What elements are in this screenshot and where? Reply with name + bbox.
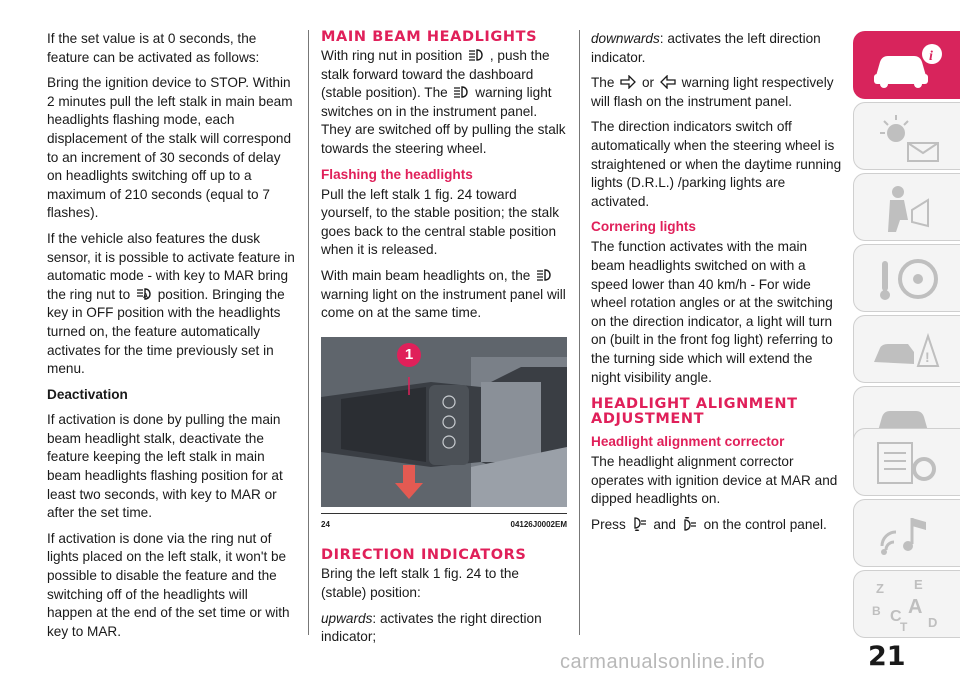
tab-airbag-seat[interactable] xyxy=(853,173,960,241)
warning-lights-icon xyxy=(868,109,948,165)
airbag-seat-icon xyxy=(868,180,948,236)
cornering-heading: Cornering lights xyxy=(591,219,696,235)
paragraph-text: With ring nut in position xyxy=(321,48,463,63)
emphasis: upwards xyxy=(321,610,373,626)
paragraph: The function activates with the main beam headlights switched on with a speed lower than 40 km/h - For wide wheel rotation angles or at the switching on the direction indicator, a light will turn on (built in the front fog light) referring to the turning side which will extend the night visibility angle. xyxy=(591,239,833,385)
car-info-icon xyxy=(868,38,948,94)
left-arrow-icon xyxy=(660,75,676,89)
main-beam-icon xyxy=(536,268,552,282)
paragraph: Pull the left stalk 1 fig. 24 toward yourself, to the stable position; the stalk goes back to the central stable position when it is released. xyxy=(321,186,560,258)
svg-text:!: ! xyxy=(925,349,930,365)
svg-text:i: i xyxy=(929,49,933,64)
paragraph-text: Press xyxy=(591,516,626,532)
tab-warning-lights[interactable] xyxy=(853,102,960,170)
paragraph-text: warning light on the instrument panel will come on at the same time. xyxy=(321,286,566,321)
paragraph: Bring the left stalk 1 fig. 24 to the (stable) position: xyxy=(321,566,519,600)
paragraph-text: on the control panel. xyxy=(703,516,827,532)
stalk-figure xyxy=(321,337,567,507)
figure-caption xyxy=(321,513,567,535)
headlight-up-icon xyxy=(682,517,698,531)
car-crash-icon xyxy=(868,322,948,378)
emphasis: downwards xyxy=(591,31,660,46)
index-letter: T xyxy=(900,620,908,633)
paragraph xyxy=(321,267,567,323)
paragraph: If activation is done via the ring nut of lights placed on the left stalk, it won't be possible to disable the feature and the switching off of the headlights will happen at the end of the set time or with key to MAR. xyxy=(47,530,290,639)
headlight-down-icon xyxy=(632,517,648,531)
paragraph: If activation is done by pulling the main beam headlight stalk, deactivate the feature keeping the left stalk in main beam headlights flashing position for at least two seconds, with key to MAR or after the set time. xyxy=(47,412,283,521)
paragraph-text: and xyxy=(653,516,676,532)
paragraph-text: With main beam headlights on, the xyxy=(321,267,531,283)
paragraph: The headlight alignment corrector operates with ignition device at MAR and dipped headlights on. xyxy=(591,454,838,507)
corrector-heading: Headlight alignment corrector xyxy=(591,434,785,450)
svg-text:A: A xyxy=(142,292,148,300)
tab-multimedia[interactable] xyxy=(853,499,960,567)
page-number: 21 xyxy=(868,641,906,672)
tab-emergency[interactable] xyxy=(853,315,960,383)
paragraph: Bring the ignition device to STOP. Within 2 minutes pull the left stalk in main beam headlights flashing mode, each displacement of the stalk will correspond to an increment of 30 seconds of delay on headlights switching off up to a maximum of 210 seconds (equal to 7 flashes). xyxy=(47,75,293,221)
paragraph xyxy=(591,516,843,535)
direction-indicators-heading: DIRECTION INDICATORS xyxy=(321,547,527,564)
specs-gear-icon xyxy=(868,435,948,491)
index-letter: E xyxy=(914,577,923,592)
paragraph: The direction indicators switch off automatically when the steering wheel is straightened or when the daytime running lights (D.R.L.) /parking lights are activated. xyxy=(591,119,842,209)
figure-number: 24 xyxy=(321,519,330,529)
paragraph xyxy=(591,74,843,111)
paragraph-text: warning light switches on in the instrument panel. They are switched off by pulling the stalk towards the steering wheel. xyxy=(321,85,566,156)
auto-headlight-icon xyxy=(136,287,152,301)
main-beam-icon xyxy=(468,48,484,62)
paragraph xyxy=(321,47,567,159)
paragraph-text: : activates the left direction indicator. xyxy=(591,31,821,65)
index-letter: A xyxy=(908,596,923,618)
paragraph xyxy=(47,230,295,379)
multimedia-icon xyxy=(868,506,948,562)
paragraph-text: warning light respectively will flash on the instrument panel. xyxy=(591,75,834,109)
index-letter: C xyxy=(890,608,902,625)
tab-car-info[interactable] xyxy=(853,31,960,99)
paragraph-text: The xyxy=(591,75,615,91)
column-right xyxy=(591,30,843,541)
tab-index[interactable] xyxy=(853,570,960,638)
paragraph xyxy=(321,610,567,647)
column-left xyxy=(47,30,295,648)
paragraph xyxy=(591,30,843,67)
index-letter: Z xyxy=(876,581,884,596)
alignment-heading: HEADLIGHT ALIGNMENT ADJUSTMENT xyxy=(591,396,798,428)
index-letters-icon xyxy=(868,577,948,633)
main-beam-heading: MAIN BEAM HEADLIGHTS xyxy=(321,29,538,45)
deactivation-heading: Deactivation xyxy=(47,386,128,402)
tab-steering-key[interactable] xyxy=(853,244,960,312)
tab-specs[interactable] xyxy=(853,428,960,496)
column-divider xyxy=(308,30,309,635)
paragraph-text: : activates the right direction indicator; xyxy=(321,610,542,645)
index-letter: D xyxy=(928,615,938,630)
callout-number: 1 xyxy=(397,343,421,367)
right-arrow-icon xyxy=(620,75,636,89)
paragraph-text: , push the stalk forward toward the dashboard (stable position). The xyxy=(321,48,550,101)
steering-wheel-key-icon xyxy=(868,251,948,307)
paragraph-text: position. Bringing the key in OFF position with the headlights turned on, the feature automatically activates for the time previously set in menu. xyxy=(47,286,285,377)
column-middle xyxy=(321,30,567,654)
column-divider xyxy=(579,30,580,635)
index-letter: B xyxy=(872,604,881,618)
main-beam-icon xyxy=(453,85,469,99)
paragraph-text: If the vehicle also features the dusk sensor, it is possible to activate feature in automatic mode - with key to MAR bring the ring nut to xyxy=(47,230,295,302)
figure-code: 04126J0002EM xyxy=(510,519,567,529)
watermark: carmanualsonline.info xyxy=(560,651,766,673)
paragraph: If the set value is at 0 seconds, the feature can be activated as follows: xyxy=(47,31,260,65)
flashing-heading: Flashing the headlights xyxy=(321,166,473,182)
paragraph-text: or xyxy=(642,75,655,91)
